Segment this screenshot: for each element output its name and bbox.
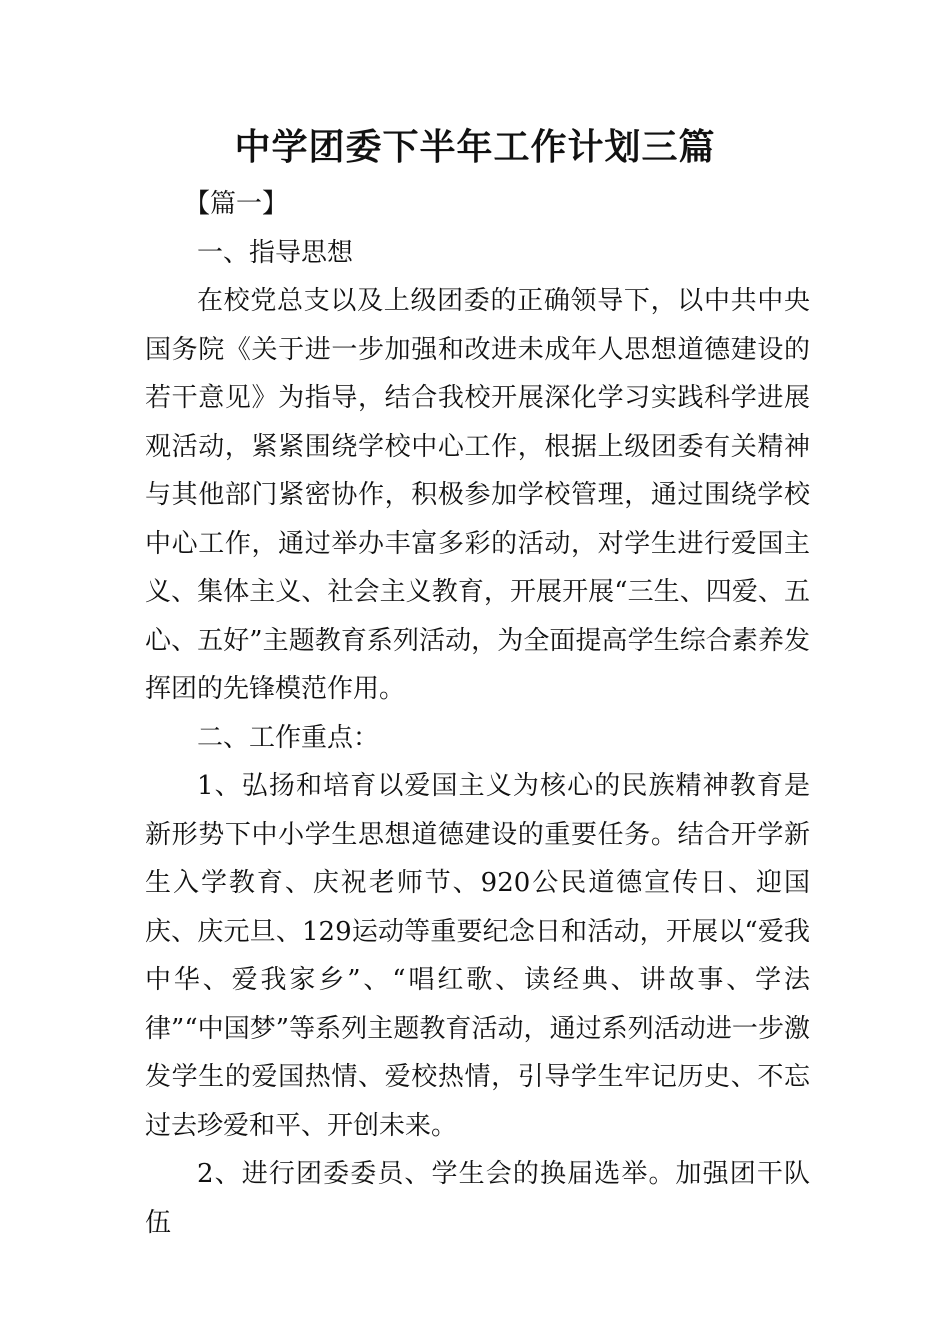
paragraph-item-1: 1、弘扬和培育以爱国主义为核心的民族精神教育是新形势下中小学生思想道德建设的重要任务。结合开学新生入学教育、庆祝老师节、920公民道德宣传日、迎国庆、庆元旦、129运动等重要纪念日和活动，开展以“爱我中华、爱我家乡”、“唱红歌、读经典、讲故事、学法律”“中国梦”等系列主题教育活动，通过系列活动进一步激发学生的爱国热情、爱校热情，引导学生牢记历史、不忘过去珍爱和平、开创未来。 (145, 771, 810, 1141)
section-tag: 【篇一】 (184, 189, 289, 219)
paragraph-guiding-thought: 在校党总支以及上级团委的正确领导下，以中共中央国务院《关于进一步加强和改进未成年人思想道德建设的若干意见》为指导，结合我校开展深化学习实践科学进展观活动，紧紧围绕学校中心工作，根据上级团委有关精神与其他部门紧密协作，积极参加学校管理，通过围绕学校中心工作，通过举办丰富多彩的活动，对学生进行爱国主义、集体主义、社会主义教育，开展开展“三生、四爱、五心、五好”主题教育系列活动，为全面提高学生综合素养发挥团的先锋模范作用。 (145, 286, 810, 704)
paragraph-item-2: 2、进行团委委员、学生会的换届选举。加强团干队伍 (145, 1159, 810, 1238)
document-body (145, 180, 810, 1247)
document-title: 中学团委下半年工作计划三篇 (234, 127, 716, 168)
section-heading-guiding-thought: 一、指导思想 (197, 237, 354, 268)
section-heading-work-focus: 二、工作重点： (197, 722, 380, 753)
